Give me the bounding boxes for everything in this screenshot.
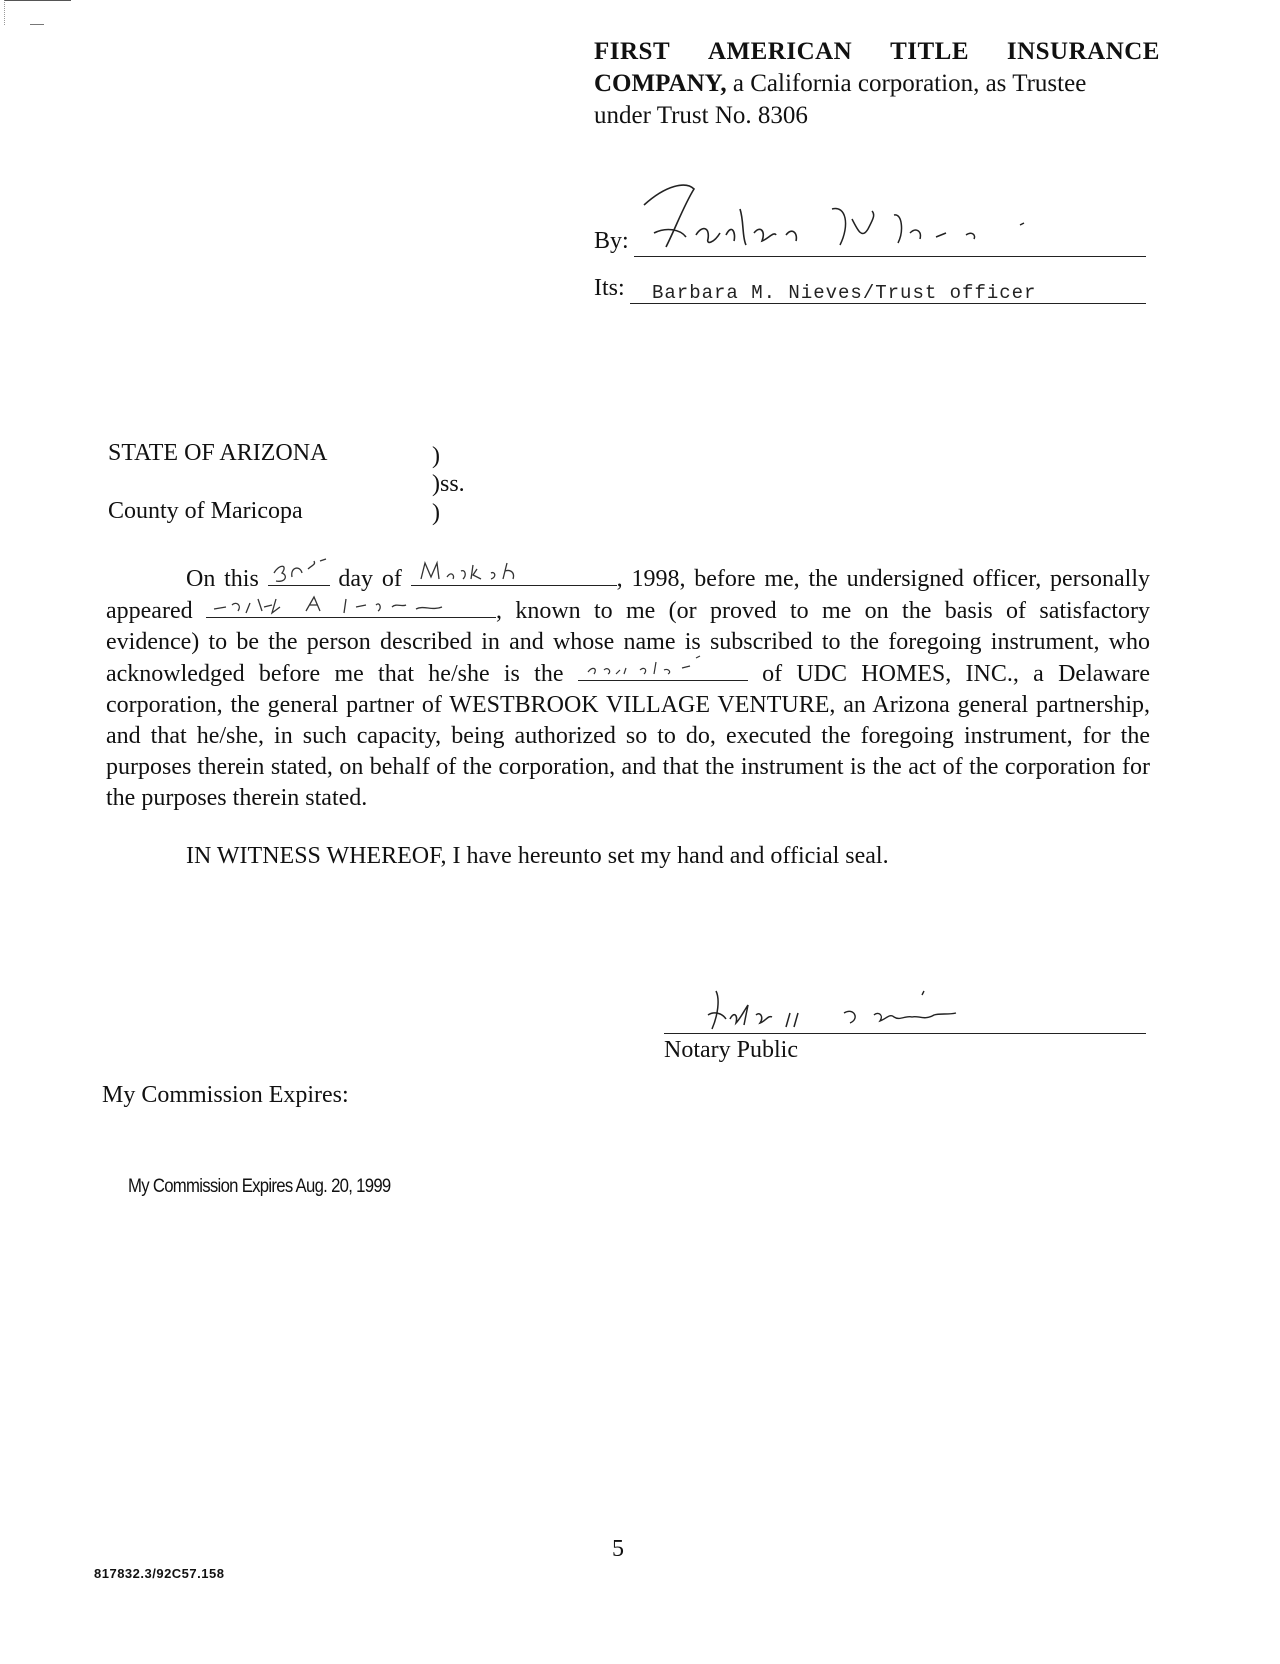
- by-label: By:: [594, 228, 629, 254]
- ack-text: of UDC HOMES, INC., a Delaware corporation, the general partner of WESTBROOK VILLAGE VENTURE, an Arizona general partnership, and that he/she, in such capacity, being authorized so to do, executed the foregoing instrument, for the purposes therein stated, on behalf of the corporation, and that the instrument is the act of the corporation for the purposes therein stated.: [106, 661, 1151, 811]
- title-handwriting: [578, 648, 748, 682]
- trustee-word: INSURANCE: [1006, 38, 1160, 65]
- scan-artifact: [30, 24, 44, 25]
- notary-signature-image: [704, 985, 1004, 1035]
- commission-stamp: My Commission Expires Aug. 20, 1999: [128, 1176, 391, 1197]
- trustee-description: a California corporation, as Trustee: [732, 70, 1087, 97]
- scan-artifact: [4, 0, 71, 25]
- trustee-word: TITLE: [890, 38, 970, 65]
- venue-block: [108, 440, 508, 540]
- by-signature-image: [636, 175, 1096, 259]
- trustee-word: FIRST: [594, 38, 671, 65]
- acknowledgment-paragraph: [106, 563, 1150, 814]
- appeared-blank: [206, 595, 496, 618]
- title-blank: [578, 658, 748, 681]
- trustee-block: [594, 36, 1160, 132]
- day-blank: [268, 563, 330, 586]
- venue-paren: ): [432, 443, 440, 469]
- by-signature-line: [594, 205, 1146, 257]
- trustee-company: COMPANY,: [594, 70, 727, 97]
- venue-state: STATE OF ARIZONA: [108, 440, 328, 466]
- venue-ss: )ss.: [432, 471, 465, 497]
- trustee-line1: [594, 36, 1160, 68]
- notary-label: Notary Public: [664, 1037, 798, 1063]
- ack-text: , known to me (or proved to me on the basis of satisfactory evidence) to be the person described in and whose name is subscribed to the foregoing instrument, who acknowledged before me that he/she is the: [106, 598, 1151, 687]
- witness-clause: IN WITNESS WHEREOF, I have hereunto set my hand and official seal.: [186, 843, 889, 869]
- its-label: Its:: [594, 275, 625, 301]
- trustee-trust-number: under Trust No. 8306: [594, 102, 808, 129]
- month-blank: [411, 563, 617, 586]
- trustee-line2: [594, 68, 1160, 100]
- commission-label: My Commission Expires:: [102, 1082, 349, 1108]
- its-value: Barbara M. Nieves/Trust officer: [652, 282, 1037, 304]
- ack-text: day of: [338, 566, 402, 592]
- page-number: 5: [612, 1536, 624, 1562]
- notary-rule: [664, 1033, 1146, 1034]
- venue-paren: ): [432, 500, 440, 526]
- month-handwriting: [411, 553, 617, 587]
- notary-signature-block: [664, 985, 1146, 1065]
- ack-text: , 1998, before me, the undersigned officer, personally appeared: [106, 566, 1150, 624]
- document-id: 817832.3/92C57.158: [94, 1566, 225, 1581]
- appeared-handwriting: [206, 585, 496, 619]
- trustee-word: AMERICAN: [707, 38, 853, 65]
- day-handwriting: [268, 553, 330, 587]
- venue-county: County of Maricopa: [108, 498, 303, 524]
- ack-text: On this: [186, 566, 259, 592]
- its-line: [594, 274, 1146, 304]
